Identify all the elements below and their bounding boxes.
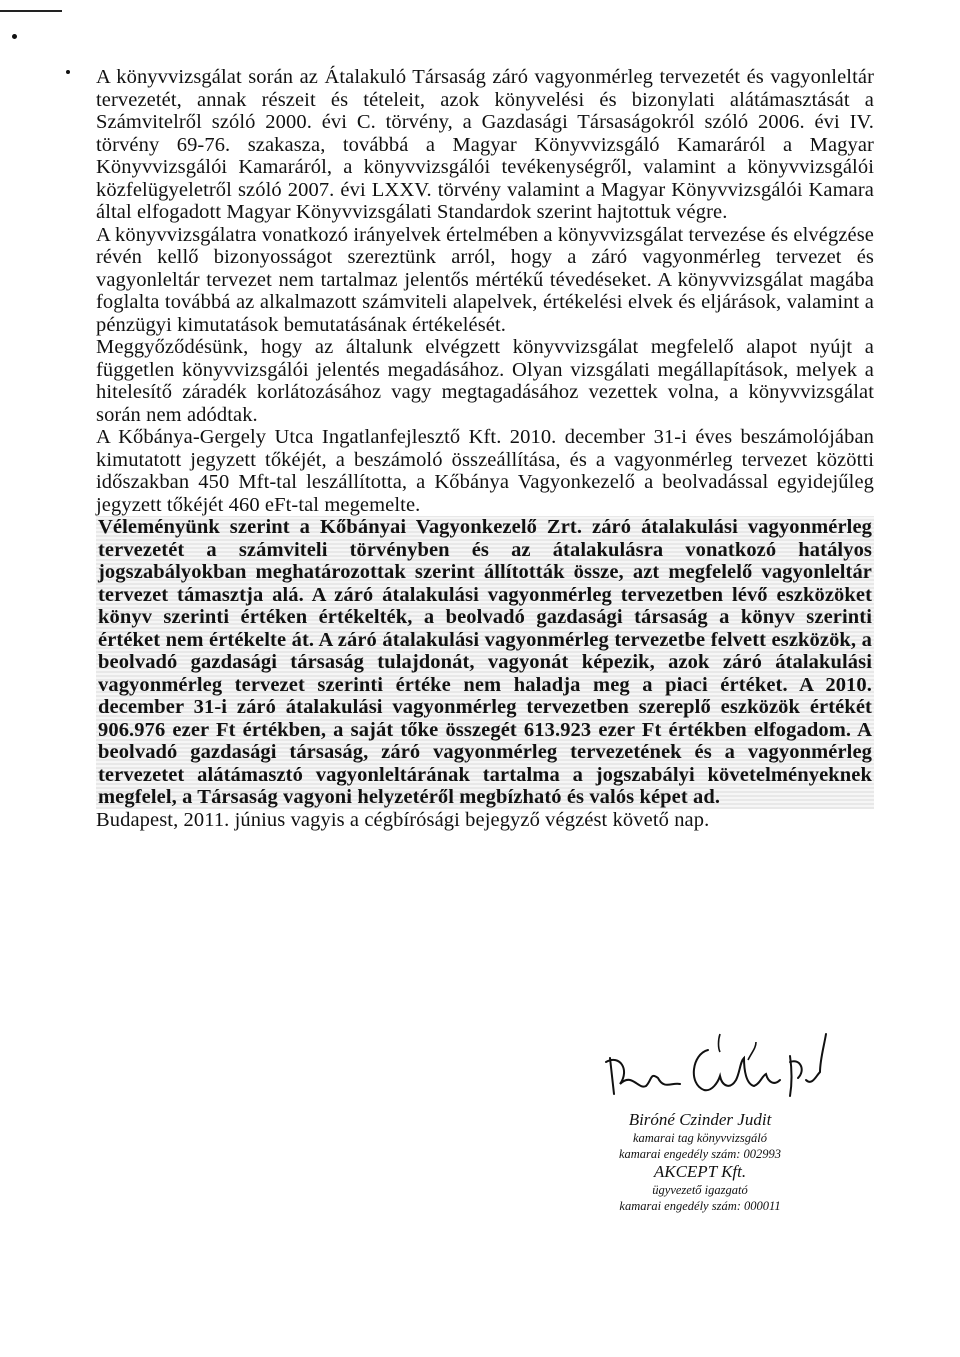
company-name: AKCEPT Kft. (653, 1162, 747, 1181)
company-license: kamarai engedély szám: 000011 (619, 1199, 781, 1213)
signer-license: kamarai engedély szám: 002993 (618, 1147, 782, 1161)
bullet-mark (12, 34, 17, 39)
dateline: Budapest, 2011. június vagyis a cégbírósági bejegyző végzést követő nap. (96, 808, 710, 831)
paragraph-audit-standards: A könyvvizsgálatra vonatkozó irányelvek értelmében a könyvvizsgálat tervezése és elvégzése révén kellő bizonyosságot szereztünk arról, hogy a záró vagyonmérleg tervezet és vagyonleltár tervezet nem tartalmaz jelentős mértékű tévedéseket. A könyvvizsgálat magába foglalta továbbá az alkalmazott számviteli alapelvek, értékelési elvek és eljárások, valamint a pénzügyi kimutatások bemutatásának értékelését. (96, 223, 874, 336)
paragraph-audit-scope: A könyvvizsgálat során az Átalakuló Társaság záró vagyonmérleg tervezetét és vagyonleltár tervezetét, annak részeit és tételeit, azok könyvelési és bizonylati alátámasztását a Számvitelről szóló 2000. évi C. törvény, a Gazdasági Társaságokról szóló 2006. évi IV. törvény 69-76. szakasza, továbbá a Magyar Könyvvizsgáló Kamaráról a Magyar Könyvvizsgálói Kamaráról, a könyvvizsgálói tevékenységről, valamint a könyvvizsgálói közfelügyeletről szóló 2007. évi LXXV. törvény valamint a Magyar Könyvvizsgálói Kamara által elfogadott Magyar Könyvvizsgálati Standardok szerint hajtottuk végre. (96, 66, 874, 223)
bullet-mark (66, 70, 70, 74)
paragraph-capital-changes: A Kőbánya-Gergely Utca Ingatlanfejlesztő Kft. 2010. december 31-i éves beszámolójában kimutatott jegyzett tőkéjét, a beszámoló összeállítása, és a vagyonmérleg tervezet közötti időszakban 450 Mft-tal leszállította, a Kőbánya Vagyonkezelő a beolvadással egyidejűleg jegyzett tőkéjét 460 eFt-tal megemelte. (96, 426, 874, 516)
document-body (96, 66, 874, 831)
company-role: ügyvezető igazgató (652, 1183, 748, 1197)
signer-name: Biróné Czinder Judit (628, 1110, 772, 1129)
audit-opinion: Véleményünk szerint a Kőbányai Vagyonkezelő Zrt. záró átalakulási vagyonmérleg tervezetét a számviteli törvényben és az átalakulásra vonatkozó hatályos jogszabályokban meghatározottak szerint állították össze, azt megfelelő vagyonleltár tervezet támasztja alá. A záró átalakulási vagyonmérleg tervezetben lévő eszközöket könyv szerinti értéken értékelték, a beolvadó gazdasági társaság a könyv szerinti értéket nem értékelte át. A záró átalakulási vagyonmérleg tervezetbe felvett eszközök, a beolvadó gazdasági társaság tulajdonát, vagyonát képezik, azok záró átalakulási vagyonmérleg tervezet szerinti értéke nem haladja meg a piaci értéket. A 2010. december 31-i záró átalakulási vagyonmérleg tervezetben szereplő eszközök értékét 906.976 ezer Ft értékben, a saját tőke összegét 613.923 ezer Ft értékben elfogadom. A beolvadó gazdasági társaság, záró vagyonmérleg tervezetének és a vagyonmérleg tervezetet alátámasztó vagyonleltárának tartalma a jogszabályi követelményeknek megfelel, a Társaság vagyoni helyzetéről megbízható és valós képet ad. (98, 516, 872, 808)
paragraph-audit-basis: Meggyőződésünk, hogy az általunk elvégzett könyvvizsgálat megfelelő alapot nyújt a független könyvvizsgálói jelentés megadásához. Olyan vizsgálati megállapítások, melyek a hitelesítő záradék korlátozásához vagy megtagadásához vezettek volna, a könyvvizsgálat során nem adódtak. (96, 336, 874, 426)
top-rule (0, 10, 62, 12)
signature-caption (580, 1110, 820, 1214)
handwritten-signature (580, 1000, 860, 1110)
signer-role: kamarai tag könyvvizsgáló (632, 1131, 767, 1145)
